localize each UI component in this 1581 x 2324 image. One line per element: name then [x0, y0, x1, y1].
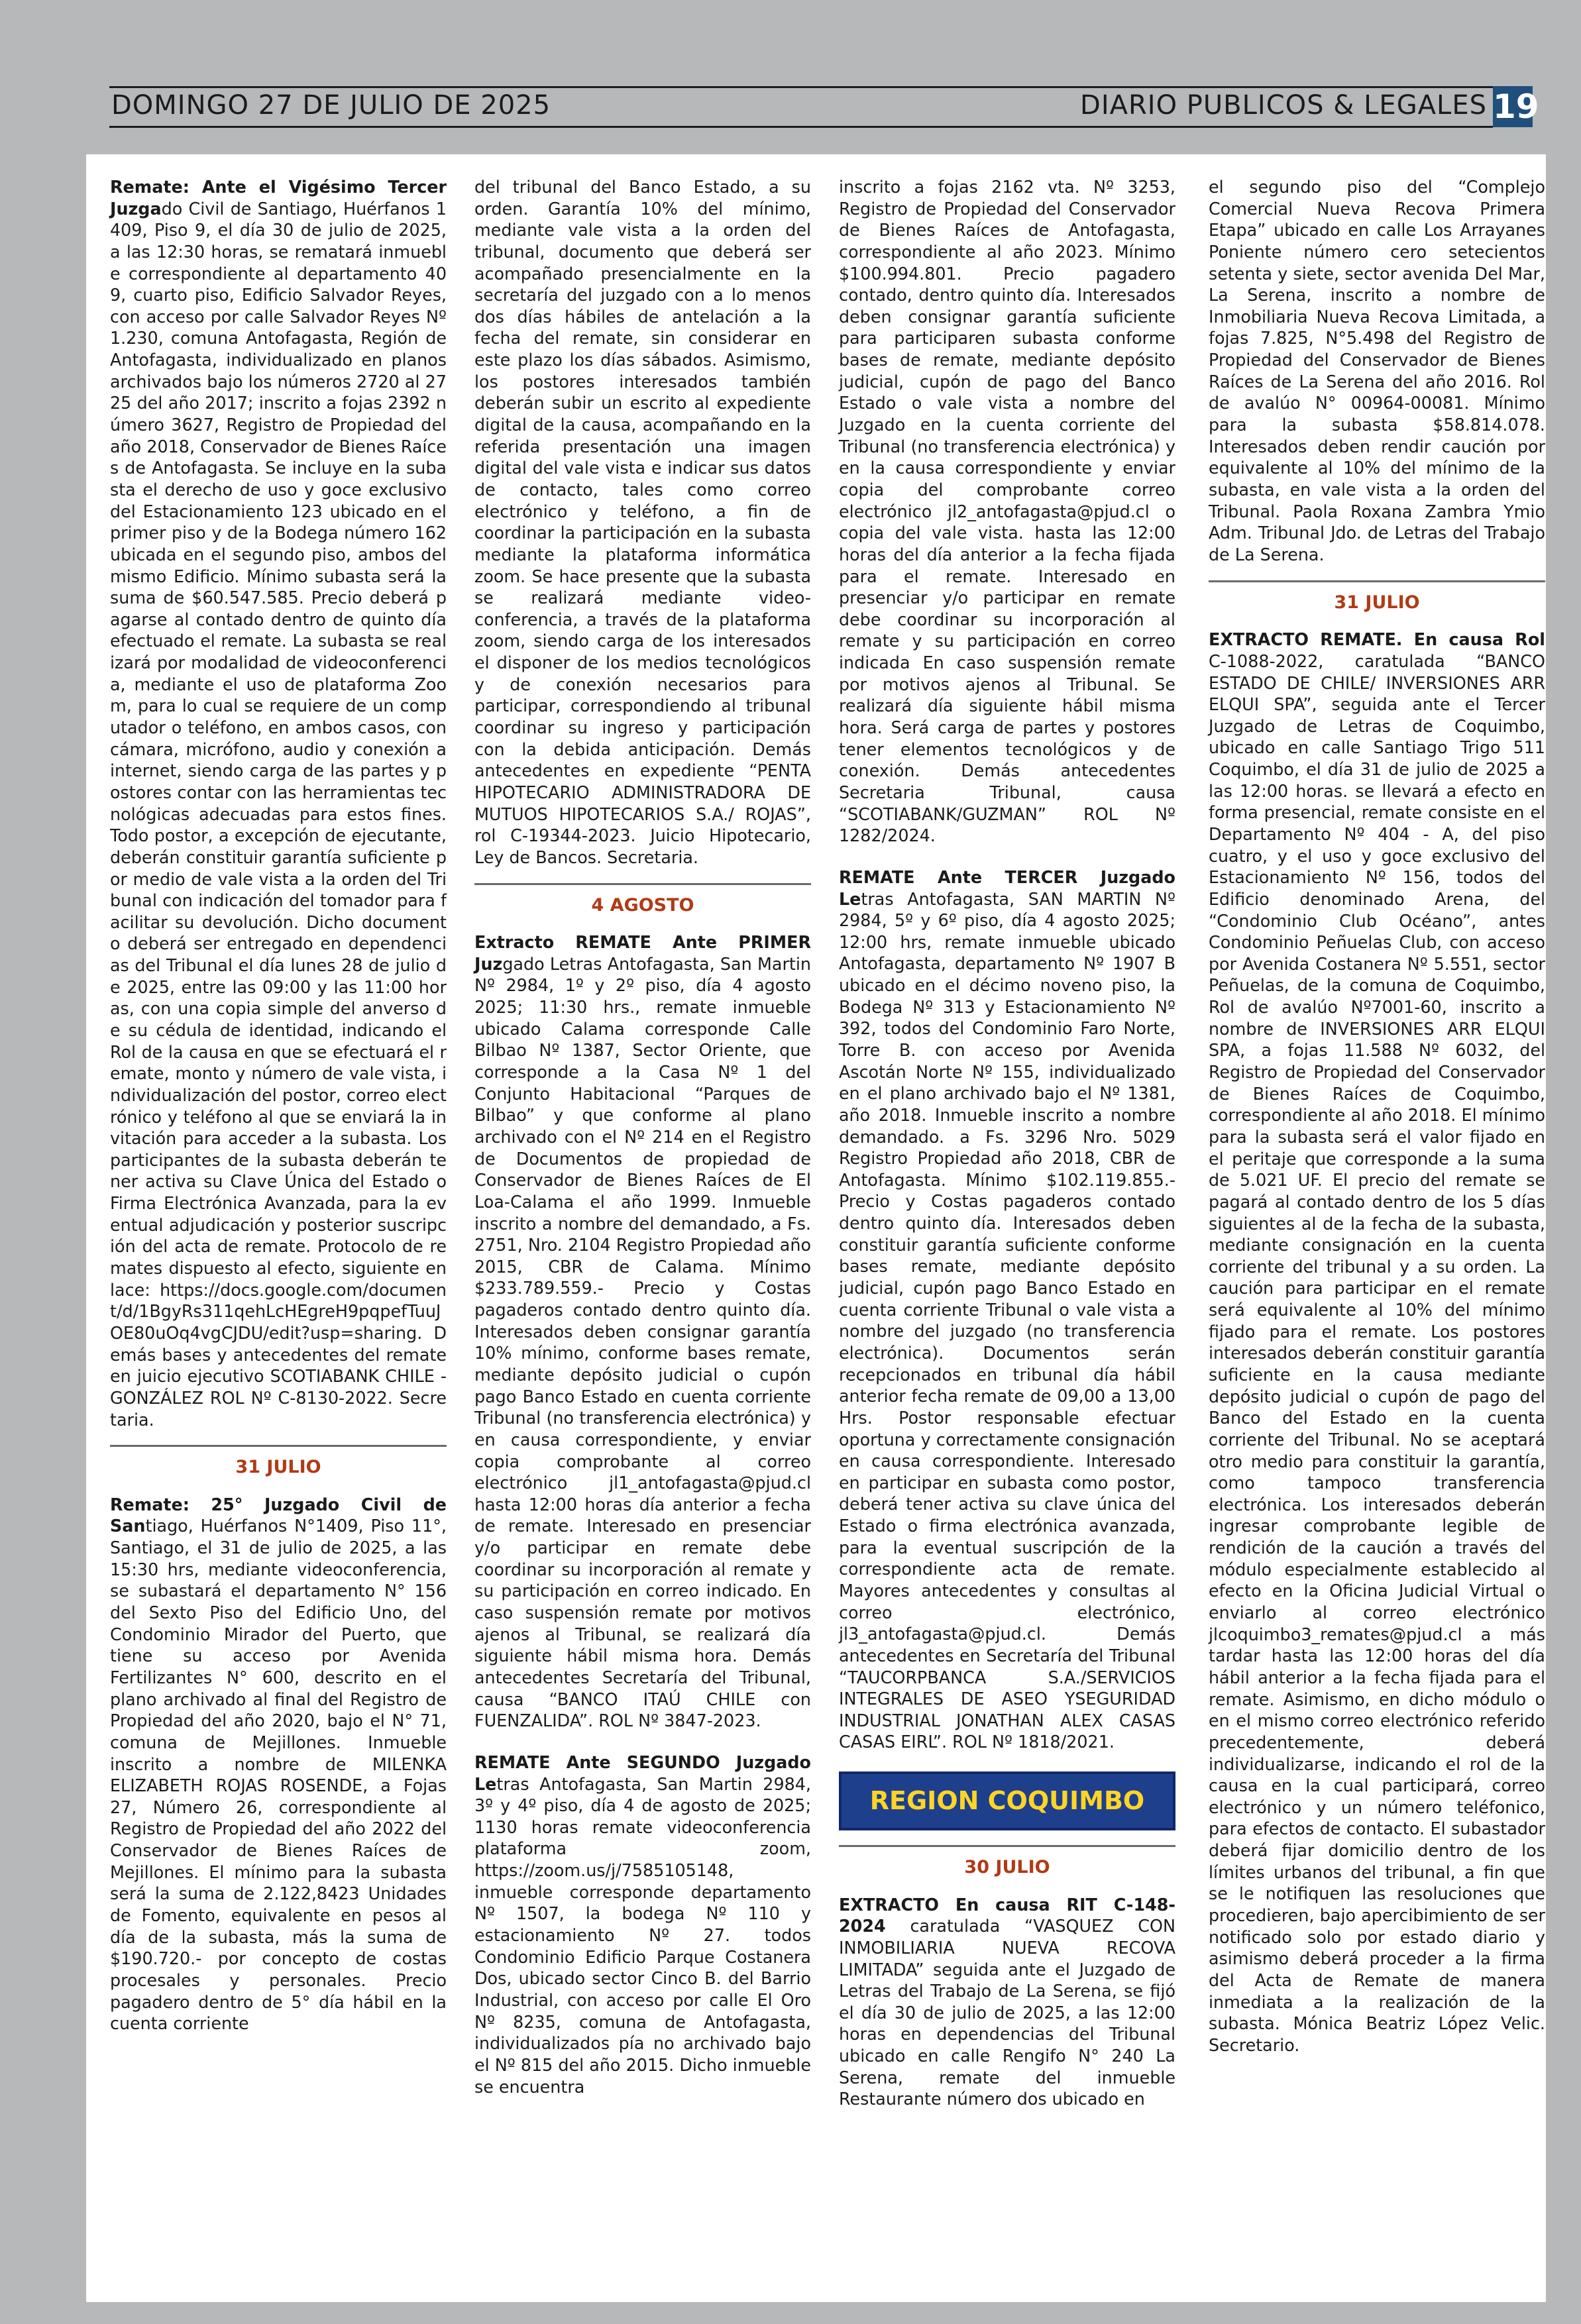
date-separator: 30 JULIO: [839, 1845, 1175, 1879]
notice-body: C-1088-2022, caratulada “BANCO ESTADO DE CHILE/ INVERSIONES ARR ELQUI SPA”, seguida ante el Tercer Juzgado de Letras de Coquimbo, ubicado en calle Santiago Trigo 511 Coquimbo, el día 31 de julio de 2025 a las 12:00 horas. se llevará a efecto en forma presencial, remate consiste en el Departamento Nº 404 - A, del piso cuatro, y el uso y goce exclusivo del Estacionamiento Nº 156, todos del Edificio denominado Arena, del “Condominio Club Océano”, antes Condominio Peñuelas Club, con acceso por Avenida Costanera Nº 5.551, sector Peñuelas, de la comuna de Coquimbo, Rol de avalúo Nº7001-60, inscrito a nombre de INVERSIONES ARR ELQUI SPA, a fojas 11.588 Nº 6032, del Registro de Propiedad del Conservador de Bienes Raíces de Coquimbo, correspondiente al año 2018. El mínimo para la subasta será el valor fijado en el peritaje que corresponde a la suma de 5.021 UF. El precio del remate se pagará al contado dentro de los 5 días siguientes al de la fecha de la subasta, mediante consignación en la cuenta corriente del tribunal y a su orden. La caución para participar en el remate será equivalente al 10% del mínimo fijado para el remate. Los postores interesados deberán constituir garantía suficiente en la causa mediante depósito judicial o cupón de pago del Banco del Estado en la cuenta corriente del Tribunal. No se aceptará otro medio para constituir la garantía, como tampoco transferencia electrónica. Los interesados deberán ingresar comprobante legible de rendición de la caución a través del módulo especialmente establecido al efecto en la Oficina Judicial Virtual o enviarlo al correo electrónico jlcoquimbo3_remates@pjud.cl a más tardar hasta las 12:00 horas del día hábil anterior a la fecha fijada para el remate. Asimismo, en dicho módulo o en el mismo correo electrónico referido precedentemente, deberá individualizarse, indicando el rol de la causa en la cual participará, correo electrónico y un número teléfonico, para efectos de contacto. El subastador deberá fijar domicilio dentro de los límites urbanos del tribunal, a fin que se le notifiquen las resoluciones que procedieren, bajo apercibimiento de ser notificado solo por estado diario y asimismo deberá proceder a la firma del Acta de Remate de manera inmediata a la realización de la subasta. Mónica Beatriz López Velic. Secretario.: [1209, 651, 1545, 2055]
notice-body: tiago, Huérfanos N°1409, Piso 11°, Santiago, el 31 de julio de 2025, a las 15:30 hrs, mediante videoconferencia, se subastará el departamento N° 156 del Sexto Piso del Edificio Uno, del Condominio Mirador del Puerto, que tiene su acceso por Avenida Fertilizantes N° 600, descrito en el plano archivado al final del Registro de Propiedad del año 2020, bajo el N° 71, comuna de Mejillones. Inmueble inscrito a nombre de MILENKA ELIZABETH ROJAS ROSENDE, a Fojas 27, Número 26, correspondiente al Registro de Propiedad del año 2022 del Conservador de Bienes Raíces de Mejillones. El mínimo para la subasta será la suma de 2.122,8423 Unidades de Fomento, equivalente en pesos al día de la subasta, más la suma de $190.720.- por concepto de costas procesales y personales. Precio pagadero dentro de 5° día hábil en la cuenta corriente: [110, 1516, 447, 2034]
notice-gap: [474, 1732, 811, 1752]
legal-notice: [110, 1494, 447, 2034]
date-separator: 4 AGOSTO: [474, 883, 811, 918]
legal-notice: [839, 867, 1175, 1753]
page-number: 19: [1493, 87, 1539, 126]
notice-lead: EXTRACTO En causa RIT C-148-2024: [839, 1894, 1175, 1936]
header-top-rule: [109, 86, 1493, 88]
notice-body: inscrito a fojas 2162 vta. Nº 3253, Registro de Propiedad del Conservador de Bienes Raíces de Antofagasta, correspondiente al año 2023. Mínimo $100.994.801. Precio pagadero contado, dentro quinto día. Interesados deben consignar garantía suficiente para participaren subasta conforme bases de remate, mediante depósito judicial, cupón de pago del Banco Estado o vale vista a nombre del Juzgado en la cuenta corriente del Tribunal (no transferencia electrónica) y en la causa correspondiente y enviar copia del comprobante correo electrónico jl2_antofagasta@pjud.cl o copia del vale vista. hasta las 12:00 horas del día anterior a la fecha fijada para el remate. Interesado en presenciar y/o participar en remate debe coordinar su incorporación al remate y su participación en correo indicada En caso suspensión remate por motivos ajenos al Tribunal. Se realizará día siguiente hábil misma hora. Será carga de partes y postores tener elementos tecnológicos y de conexión. Demás antecedentes Secretaria Tribunal, causa “SCOTIABANK/GUZMAN” ROL Nº 1282/2024.: [839, 177, 1175, 846]
column-3: [839, 176, 1175, 2110]
region-banner: REGION COQUIMBO: [839, 1771, 1175, 1830]
issue-date: DOMINGO 27 DE JULIO DE 2025: [111, 90, 551, 121]
legal-notice: [1209, 176, 1545, 566]
notice-body: tras Antofagasta, SAN MARTIN Nº 2984, 5º y 6º piso, día 4 agosto 2025; 12:00 hrs, remate inmueble ubicado Antofagasta, departamento Nº 1907 B ubicado en el décimo noveno piso, la Bodega Nº 313 y Estacionamiento Nº 392, todos del Condominio Faro Norte, Torre B. con acceso por Avenida Ascotán Norte Nº 155, individualizado en el plano archivado bajo el Nº 1381, año 2018. Inmueble inscrito a nombre demandado. a Fs. 3296 Nro. 5029 Registro Propiedad año 2018, CBR de Antofagasta. Mínimo $102.119.855.- Precio y Costas pagaderos contado dentro quinto día. Interesados deben constituir garantía suficiente conforme bases remate, mediante depósito judicial, cupón pago Banco Estado en cuenta corriente Tribunal o vale vista a nombre del juzgado (no transferencia electrónica). Documentos serán recepcionados en tribunal día hábil anterior fecha remate de 09,00 a 13,00 Hrs. Postor responsable efectuar oportuna y correctamente consignación en causa correspondiente. Interesado en participar en subasta como postor, deberá tener activa su clave única del Estado o firma electrónica avanzada, para la eventual suscripción de la correspondiente acta de remate. Mayores antecedentes y consultas al correo electrónico, jl3_antofagasta@pjud.cl. Demás antecedentes en Secretaría del Tribunal “TAUCORPBANCA S.A./SERVICIOS INTEGRALES DE ASEO YSEGURIDAD INDUSTRIAL JONATHAN ALEX CASAS CASAS EIRL”. ROL Nº 1818/2021.: [839, 888, 1175, 1752]
date-separator: 31 JULIO: [1209, 580, 1545, 615]
legal-notice: [474, 176, 811, 869]
notice-body: tras Antofagasta, San Martin 2984, 3º y 4º piso, día 4 de agosto de 2025; 1130 horas remate videoconferencia plataforma zoom, https://zoom.us/j/7585105148, inmueble corresponde departamento Nº 1507, la bodega Nº 110 y estacionamiento Nº 27. todos Condominio Edificio Parque Costanera Dos, ubicado sector Cinco B. del Barrio Industrial, con acceso por calle El Oro Nº 8235, comuna de Antofagasta, individualizados pía no archivado bajo el Nº 815 del año 2015. Dicho inmueble se encuentra: [474, 1773, 811, 2097]
notice-lead: REMATE Ante SEGUNDO Juzgado Le: [474, 1752, 811, 1794]
notice-lead: Extracto REMATE Ante PRIMER Juz: [474, 932, 811, 974]
notice-lead: EXTRACTO REMATE. En causa Rol: [1209, 629, 1545, 650]
notice-lead: REMATE Ante TERCER Juzgado Le: [839, 867, 1175, 909]
notice-lead: Remate: 25° Juzgado Civil de San: [110, 1494, 447, 1536]
notice-body: del tribunal del Banco Estado, a su orden. Garantía 10% del mínimo, mediante vale vista a la orden del tribunal, documento que deberá ser acompañado presencialmente en la secretaría del juzgado con a lo menos dos días hábiles de antelación a la fecha del remate, sin considerar en este plazo los días sábados. Asimismo, los postores interesados también deberán subir un escrito al expediente digital de la causa, acompañando en la referida presentación una imagen digital del vale vista e indicar sus datos de contacto, tales como correo electrónico y teléfono, a fin de coordinar la participación en la subasta mediante la plataforma informática zoom. Se hace presente que la subasta se realizará mediante video- conferencia, a través de la plataforma zoom, siendo carga de los interesados el disponer de los medios tecnológicos y de conexión necesarios para participar, correspondiendo al tribunal coordinar su ingreso y participación con la debida anticipación. Demás antecedentes en expediente “PENTA HIPOTECARIO ADMINISTRADORA DE MUTUOS HIPOTECARIOS S.A./ ROJAS”, rol C-19344-2023. Juicio Hipotecario, Ley de Bancos. Secretaria.: [474, 177, 811, 867]
date-separator: 31 JULIO: [110, 1445, 447, 1479]
publication-name: DIARIO PUBLICOS & LEGALES: [1080, 90, 1487, 121]
column-4: [1209, 176, 1545, 2056]
header-bottom-rule: [109, 126, 1493, 128]
notice-body: do Civil de Santiago, Huérfanos 1409, Piso 9, el día 30 de julio de 2025, a las 12:30 horas, se rematará inmueble correspondiente al departamento 409, cuarto piso, Edificio Salvador Reyes, con acceso por calle Salvador Reyes Nº 1.230, comuna Antofagasta, Región de Antofagasta, individualizado en planos archivados bajo los números 2720 al 2725 del año 2017; inscrito a fojas 2392 número 3627, Registro de Propiedad del año 2018, Conservador de Bienes Raíces de Antofagasta. Se incluye en la subasta el derecho de uso y goce exclusivo del Estacionamiento 123 ubicado en el primer piso y de la Bodega número 162 ubicada en el segundo piso, ambos del mismo Edificio. Mínimo subasta será la suma de $60.547.585. Precio deberá pagarse al contado dentro de quinto día efectuado el remate. La subasta se realizará por modalidad de videoconferencia, mediante el uso de plataforma Zoom, para lo cual se requiere de un computador o teléfono, en ambos casos, con cámara, micrófono, audio y conexión a internet, siendo carga de las partes y postores contar con las herramientas tecnológicas adecuadas para estos fines. Todo postor, a excepción de ejecutante, deberán constituir garantía suficiente por medio de vale vista a la orden del Tribunal con indicación del tomador para facilitar su devolución. Dicho documento deberá ser entregado en dependencias del Tribunal el día lunes 28 de julio de 2025, entre las 09:00 y las 11:00 horas, con una copia simple del anverso de su cédula de identidad, indicando el Rol de la causa en que se efectuará el remate, monto y número de vale vista, individualización del postor, correo electrónico y teléfono al que se enviará la invitación para acceder a la subasta. Los participantes de la subasta deberán tener activa su Clave Única del Estado o Firma Electrónica Avanzada, para la eventual adjudicación y posterior suscripción del acta de remate. Protocolo de remates dispuesto al efecto, siguiente enlace: https://docs.google.com/document/d/1BgyRs311qehLcHEgreH9pqpefTuuJOE80uOq4vgCJDU/edit?usp=sharing. Demás bases y antecedentes del remate en juicio ejecutivo SCOTIABANK CHILE - GONZÁLEZ ROL Nº C-8130-2022. Secretaria.: [110, 198, 447, 1430]
notices-page: [86, 154, 1546, 2302]
legal-notice: [474, 1752, 811, 2097]
notice-body: gado Letras Antofagasta, San Martin Nº 2984, 1º y 2º piso, día 4 agosto 2025; 11:30 hrs., remate inmueble ubicado Calama corresponde Calle Bilbao Nº 1387, Sector Oriente, que corresponde a la Casa Nº 1 del Conjunto Habitacional “Parques de Bilbao” y que conforme al plano archivado con el Nº 214 en el Registro de Documentos de propiedad de Conservador de Bienes Raíces de El Loa-Calama el año 1999. Inmueble inscrito a nombre del demandado, a Fs. 2751, Nro. 2104 Registro Propiedad año 2015, CBR de Calama. Mínimo $233.789.559.- Precio y Costas pagaderos contado dentro quinto día. Interesados deben consignar garantía 10% mínimo, conforme bases remate, mediante depósito judicial o cupón pago Banco Estado en cuenta corriente Tribunal (no transferencia electrónica) y en causa correspondiente, y enviar copia comprobante al correo electrónico jl1_antofagasta@pjud.cl hasta 12:00 horas día anterior a fecha de remate. Interesado en presenciar y/o participar en remate debe coordinar su incorporación al remate y su participación en correo indicado. En caso suspensión remate por motivos ajenos al Tribunal, se realizará día siguiente hábil misma hora. Demás antecedentes Secretaría del Tribunal, causa “BANCO ITAÚ CHILE con FUENZALIDA”. ROL Nº 3847-2023.: [474, 953, 811, 1731]
page-header: [0, 0, 1581, 136]
notice-body: el segundo piso del “Complejo Comercial Nueva Recova Primera Etapa” ubicado en calle Los Arrayanes Poniente número cero setecientos setenta y siete, sector avenida Del Mar, La Serena, inscrito a nombre de Inmobiliaria Nueva Recova Limitada, a fojas 7.825, N°5.498 del Registro de Propiedad del Conservador de Bienes Raíces de La Serena del año 2016. Rol de avalúo N° 00964-00081. Mínimo para la subasta $58.814.078. Interesados deben rendir caución por equivalente al 10% del mínimo de la subasta, en vale vista a la orden del Tribunal. Paola Roxana Zambra Ymio Adm. Tribunal Jdo. de Letras del Trabajo de La Serena.: [1209, 177, 1545, 564]
legal-notice: [110, 176, 447, 1430]
legal-notice: [474, 931, 811, 1732]
notice-body: caratulada “VASQUEZ CON INMOBILIARIA NUEVA RECOVA LIMITADA” seguida ante el Juzgado de Letras del Trabajo de La Serena, se fijó el día 30 de julio de 2025, a las 12:00 horas en dependencias del Tribunal ubicado en calle Rengifo N° 240 La Serena, remate del inmueble Restaurante número dos ubicado en: [839, 1916, 1175, 2109]
legal-notice: [839, 1894, 1175, 2110]
legal-notice: [839, 176, 1175, 847]
column-1: [110, 176, 447, 2034]
column-2: [474, 176, 811, 2097]
notice-lead: Remate: Ante el Vigésimo Tercer Juzga: [110, 177, 447, 219]
legal-notice: [1209, 629, 1545, 2056]
notice-gap: [839, 847, 1175, 867]
